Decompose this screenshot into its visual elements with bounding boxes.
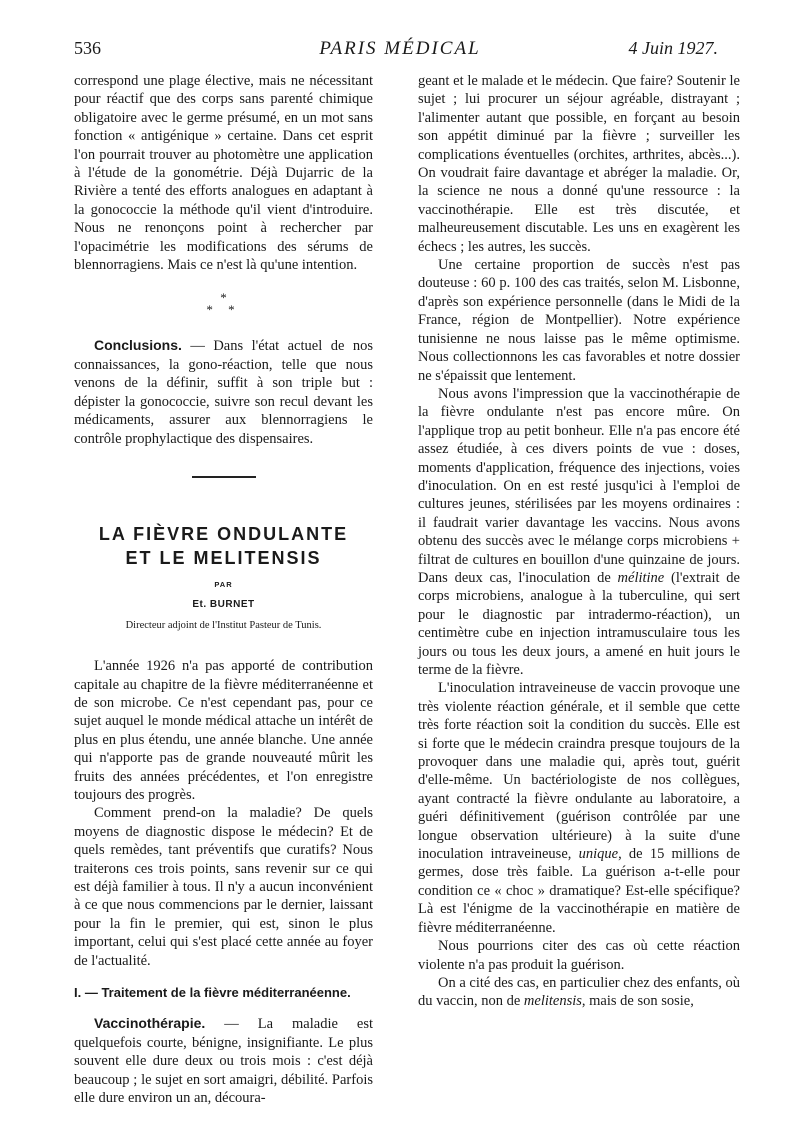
conclusions-heading: Conclusions. [94,337,182,354]
journal-title: PARIS MÉDICAL [319,38,481,59]
paragraph-continued: geant et le malade et le médecin. Que faire? Soutenir le sujet ; lui procurer un séjour agréable, distrayant ; l'alimenter autant que possible, en forçant au besoin son appétit diminué par la fièvre ; surveiller les complications éventuelles (orchites, arthrites, abcès...). On voudrait faire davantage et abréger la maladie. Or, la science ne nous a donné qu'une ressource : la vaccinothérapie. Elle est très discutée, et malheureusement discutable. Les uns en exagèrent les échecs ; les autres, les succès. [418,73,740,255]
author-name: Et. BURNET [192,599,255,611]
subsection-heading: Vaccinothérapie. [94,1015,206,1032]
article-title-line-1: LA FIÈVRE ONDULANTE [98,523,349,544]
conclusions-paragraph [74,336,373,447]
paragraph-success-rate: Une certaine proportion de succès n'est pas douteuse : 60 p. 100 des cas traités, selon M. Lisbonne, d'après son expérience personnelle (dans le Midi de la France, région de Montpellier). Notre expérience tunisienne ne nous laisse pas le même optimisme. Nous collectionnons les cas favorables et notre dossier ne s'épaissit que lentement. [418,257,740,384]
paragraph-impression [418,385,740,680]
left-column [74,72,373,1107]
conclusions-text: — Dans l'état actuel de nos connaissances, la gono-réaction, telle que nous venons de la définir, suffit à son triple but : dépister la gonococcie, suivre son recul devant les médicaments, assurer aux blennorragiens le contrôle prophylactique des dispensaires. [74,338,373,447]
text-segment: L'inoculation intraveineuse de vaccin provoque une très violente réaction générale, et il semble que cette très forte réaction soit la condition du succès. Elle est si forte que le médecin craindra presque toujours de la provoquer dans une maladie qui, après tout, guérit d'elle-même. Un bactériologiste de nos collègues, ayant contracté la fièvre ondulante au laboratoire, a guéri définitivement (guérison contrôlée par une longue observation ultérieure) à la suite d'une inoculation intraveineuse, [418,680,740,863]
continued-paragraph: correspond une plage élective, mais ne nécessitant pour réactif que des corps sans parenté chimique obligatoire avec le germe présumé, en un mot sans fonction « antigénique » certaine. Dans cet esprit l'on pourrait trouver au photomètre une application à l'étude de la gonométrie. Déjà Dujarric de la Rivière a tenté des efforts analogues en adaptant à la gonococcie la méthode qu'il vient d'introduire. Nous ne renonçons point à rechercher par l'opacimétrie les modifications des sérums de blennorragiens. Mais ce n'est là qu'une intention. [74,73,373,274]
article-title-line-2: ET LE MELITENSIS [125,547,322,568]
issue-date: 4 Juin 1927. [628,38,718,58]
byline-par: PAR [214,579,233,589]
text-segment: On a cité des cas, en particulier chez des enfants, où du vaccin, non de [418,974,740,1010]
paragraph-counter-cases: Nous pourrions citer des cas où cette réaction violente n'a pas produit la guérison. [418,938,740,973]
intro-paragraph-2: Comment prend-on la maladie? De quels moyens de diagnostic dispose le médecin? Et de quels remèdes, tant préventifs que curatifs? Nous traiterons ces trois points, sans revenir sur ce qui est déjà familier à tous. Il n'y a aucun inconvénient à ce que nous commencions par le dernier, laissant pour la fin le premier, qui est, sinon le plus important, celui qui s'est placé cette année au foyer de l'actualité. [74,805,373,969]
section-heading: I. — Traitement de la fièvre méditerranéenne. [74,985,351,1001]
page-number: 536 [74,38,101,58]
text-segment: (l'extrait de corps microbiens, analogue à la tuberculine, qui sert pour le diagnostic par intradermo-réaction), un centimètre cube en injection intramusculaire tous les jours ou tous les deux jours, a amené en huit jours le terme de la fièvre. [418,569,740,678]
text-segment: Nous avons l'impression que la vaccinothérapie de la fièvre ondulante n'est pas encore mûre. On l'applique trop au petit bonheur. Elle n'a pas encore été assez étudiée, à ces divers points de vue : doses, moments d'application, fréquence des injections, voies d'inoculation. On en est resté jusqu'ici à l'emploi de cultures jeunes, stérilisées par les moyens ordinaires : il faudrait varier davantage les vaccins. Nous avons obtenu des succès avec le mélange corps microbiens + filtrat de cultures en bouillon d'une quinzaine de jours. Dans deux cas, l'inoculation de [418,385,740,586]
subsection-text: — La maladie est quelquefois courte, bénigne, insignifiante. Le plus souvent elle dure deux ou trois mois : c'est déjà beaucoup ; le sujet en sort amaigri, débilité. Parfois elle dure environ un an, découra- [74,1016,373,1107]
star-bottom: * * [206,302,241,318]
article-divider-rule [192,476,256,478]
author-affiliation: Directeur adjoint de l'Institut Pasteur de Tunis. [125,619,322,631]
text-segment: , mais de son sosie, [581,993,694,1010]
section-separator-stars [74,292,373,316]
emphasis-melitensis: melitensis [523,993,582,1010]
right-column [418,72,740,1011]
emphasis-melitine: mélitine [617,569,665,586]
intro-paragraph-1: L'année 1926 n'a pas apporté de contribution capitale au chapitre de la fièvre méditerranéenne et de son microbe. Ce n'est cependant pas, pour ce sujet auquel le monde médical attache un intérêt de plus en plus étendu, une année blanche. Une année qui n'apporte pas de grande nouveauté mûrit les fruits des années précédentes, et l'on enregistre toujours des progrès. [74,658,373,803]
paragraph-intravenous [418,679,740,937]
emphasis-unique: unique [578,846,619,863]
vaccinotherapie-paragraph [74,1014,373,1107]
paragraph-children-cases [418,974,740,1011]
star-top: * [220,290,227,306]
text-segment: , de 15 millions de germes, dose très faible. La guérison a-t-elle pour condition ce « choc » dramatique? Est-elle spécifique? Là est l'énigme de la vaccinothérapie en matière de fièvre méditerranéenne. [418,846,740,936]
article-title [74,522,373,570]
